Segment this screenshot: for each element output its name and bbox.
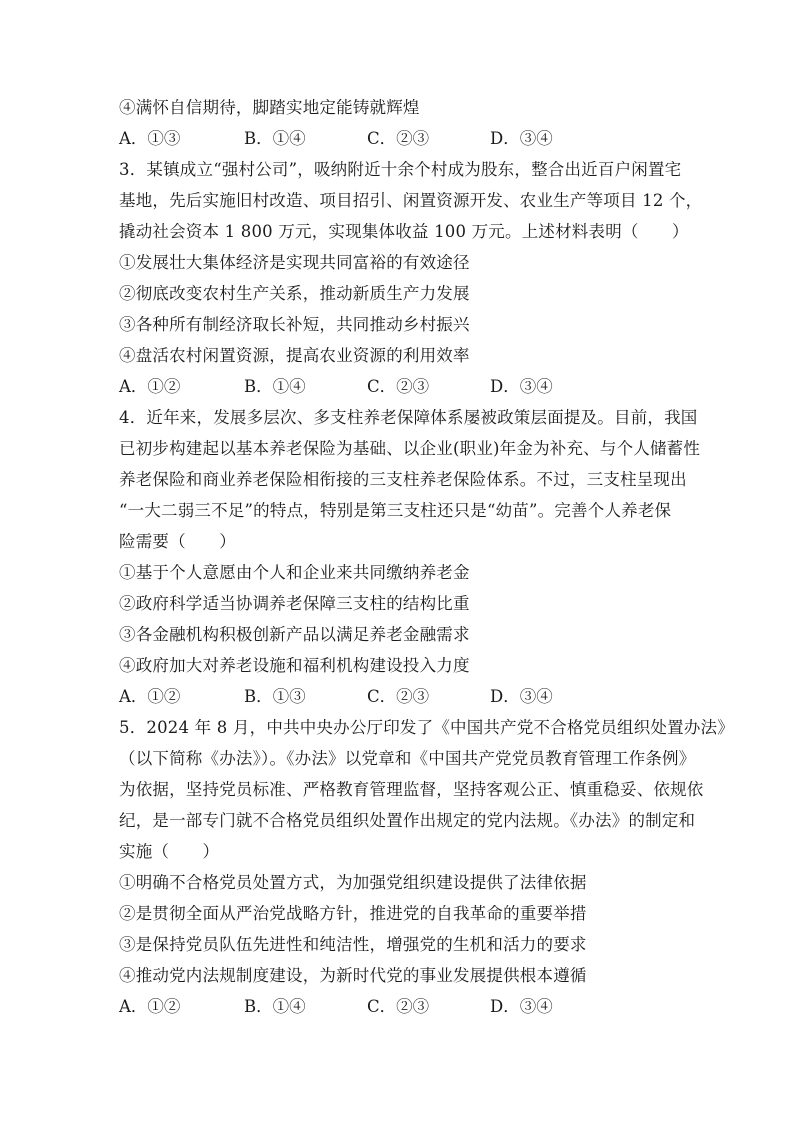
q3-option-d[interactable]: D．③④ <box>490 377 553 396</box>
q5-item-1: ①明确不合格党员处置方式，为加强党组织建设提供了法律依据 <box>119 873 587 892</box>
q2-options <box>119 123 679 154</box>
q3-option-b[interactable]: B．①④ <box>244 377 306 396</box>
q4-stem-line: 已初步构建起以基本养老保险为基础、以企业(职业)年金为补充、与个人储蓄性 <box>119 439 701 458</box>
q3-options <box>119 371 679 402</box>
q5-item-3: ③是保持党员队伍先进性和纯洁性，增强党的生机和活力的要求 <box>119 935 587 954</box>
q5-stem-line: 纪，是一部专门就不合格党员组织处置作出规定的党内法规。《办法》的制定和 <box>119 811 696 830</box>
q4-stem-line: 养老保险和商业养老保险相衔接的三支柱养老保险体系。不过，三支柱呈现出 <box>119 470 687 489</box>
q3-option-c[interactable]: C．②③ <box>367 377 430 396</box>
q4-stem-line: 险需要（ ） <box>119 532 236 551</box>
q5-stem-line: 为依据，坚持党员标准、严格教育管理监督，坚持客观公正、慎重稳妥、依规依 <box>119 780 704 799</box>
q4-options <box>119 681 679 712</box>
q5-option-a[interactable]: A．①② <box>119 997 181 1016</box>
q4-stem-line: “一大二弱三不足”的特点，特别是第三支柱还只是“幼苗”。完善个人养老保 <box>119 501 672 520</box>
q5-option-b[interactable]: B．①④ <box>244 997 306 1016</box>
q5-stem-line: 5．2024 年 8 月，中共中央办公厅印发了《中国共产党不合格党员组织处置办法》 <box>119 718 734 737</box>
q3-item-1: ①发展壮大集体经济是实现共同富裕的有效途径 <box>119 253 470 272</box>
q4-option-a[interactable]: A．①② <box>119 687 181 706</box>
q2-option-b[interactable]: B．①④ <box>244 129 306 148</box>
q3-item-4: ④盘活农村闲置资源，提高农业资源的利用效率 <box>119 346 470 365</box>
q5-stem-line: 实施（ ） <box>119 842 220 861</box>
q5-option-d[interactable]: D．③④ <box>490 997 553 1016</box>
q4-option-c[interactable]: C．②③ <box>367 687 430 706</box>
q2-item-4: ④满怀自信期待，脚踏实地定能铸就辉煌 <box>119 98 420 117</box>
q5-stem-line: （以下简称《办法》）。《办法》以党章和《中国共产党党员教育管理工作条例》 <box>119 749 696 768</box>
q3-stem-line: 基地，先后实施旧村改造、项目招引、闲置资源开发、农业生产等项目 12 个， <box>119 191 703 210</box>
q3-item-2: ②彻底改变农村生产关系，推动新质生产力发展 <box>119 284 470 303</box>
q4-item-1: ①基于个人意愿由个人和企业来共同缴纳养老金 <box>119 563 470 582</box>
q3-option-a[interactable]: A．①② <box>119 377 181 396</box>
q2-option-d[interactable]: D．③④ <box>490 129 553 148</box>
q4-option-d[interactable]: D．③④ <box>490 687 553 706</box>
exam-page <box>119 92 734 1022</box>
q5-option-c[interactable]: C．②③ <box>367 997 430 1016</box>
q2-option-c[interactable]: C．②③ <box>367 129 430 148</box>
q4-item-3: ③各金融机构积极创新产品以满足养老金融需求 <box>119 625 470 644</box>
q5-options <box>119 991 679 1022</box>
q4-stem-line: 4．近年来，发展多层次、多支柱养老保障体系屡被政策层面提及。目前，我国 <box>119 408 698 427</box>
q4-option-b[interactable]: B．①③ <box>244 687 306 706</box>
q4-item-4: ④政府加大对养老设施和福利机构建设投入力度 <box>119 656 470 675</box>
q3-item-3: ③各种所有制经济取长补短，共同推动乡村振兴 <box>119 315 470 334</box>
q5-item-4: ④推动党内法规制度建设，为新时代党的事业发展提供根本遵循 <box>119 966 587 985</box>
q5-item-2: ②是贯彻全面从严治党战略方针，推进党的自我革命的重要举措 <box>119 904 587 923</box>
q4-item-2: ②政府科学适当协调养老保障三支柱的结构比重 <box>119 594 470 613</box>
q3-stem-line: 撬动社会资本 1 800 万元，实现集体收益 100 万元。上述材料表明（ ） <box>119 222 689 241</box>
q3-stem-line: 3．某镇成立“强村公司”，吸纳附近十余个村成为股东，整合出近百户闲置宅 <box>119 160 682 179</box>
q2-option-a[interactable]: A．①③ <box>119 129 181 148</box>
